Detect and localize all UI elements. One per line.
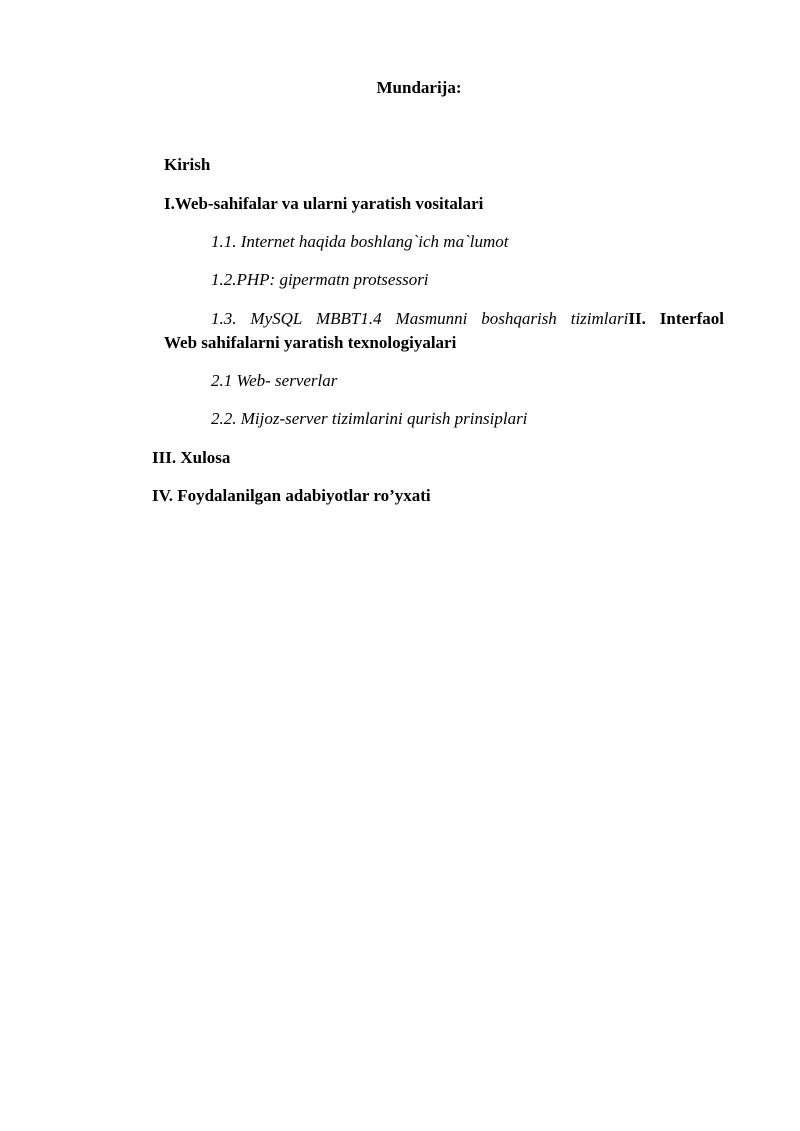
toc-item-section-2-2: 2.2. Mijoz-server tizimlarini qurish prinsiplari xyxy=(211,409,528,428)
toc-item-chapter-1: I.Web-sahifalar va ularni yaratish vositalari xyxy=(164,194,484,213)
toc-item-section-2-1: 2.1 Web- serverlar xyxy=(211,371,338,390)
toc-item-kirish: Kirish xyxy=(164,155,211,174)
toc-item-chapter-2-end: Web sahifalarni yaratish texnologiyalari xyxy=(164,333,457,352)
page-title: Mundarija: xyxy=(376,78,462,97)
toc-item-section-1-3: 1.3. MySQL MBBT1.4 Masmunni boshqarish tizimlari xyxy=(211,309,629,328)
toc-item-chapter-4: IV. Foydalanilgan adabiyotlar ro’yxati xyxy=(152,486,431,505)
toc-item-chapter-2-start: II. Interfaol xyxy=(628,309,724,328)
toc-item-chapter-3: III. Xulosa xyxy=(152,448,231,467)
toc-item-section-1-2: 1.2.PHP: gipermatn protsessori xyxy=(211,270,429,289)
toc-item-section-1-3-line xyxy=(211,309,724,329)
toc-item-section-1-1: 1.1. Internet haqida boshlang`ich ma`lumot xyxy=(211,232,509,251)
